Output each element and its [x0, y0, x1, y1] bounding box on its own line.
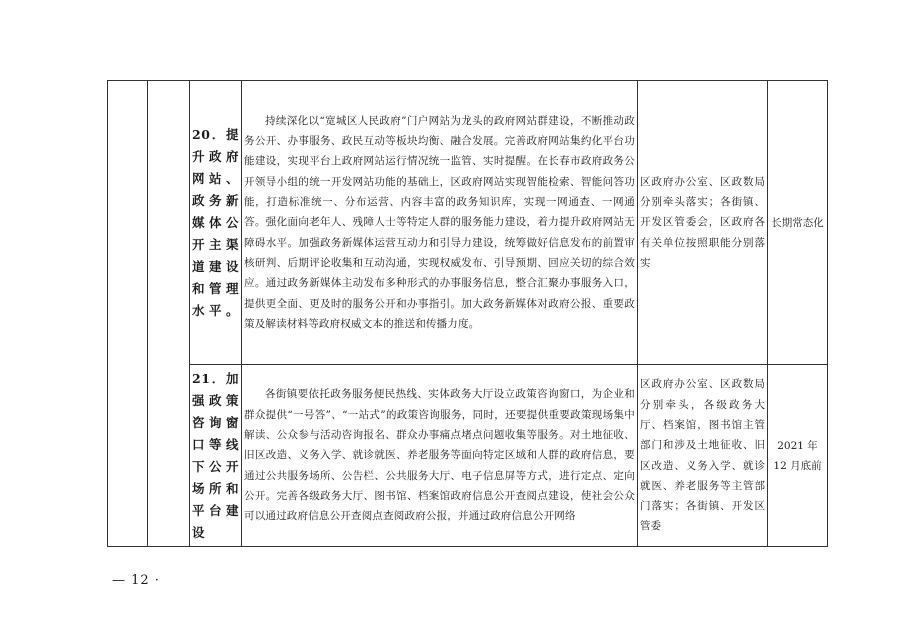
- responsible-unit-text: 区政府办公室、区政数局分别牵头，各级政务大厅、档案馆，图书馆主管部门和涉及土地征收、旧区改造、义务入学、就诊就医、养老服务等主管部门落实；各街镇、开发区管委: [640, 378, 765, 533]
- responsible-unit-text: 区政府办公室、区政数局分别牵头落实；各街镇、开发区管委会，区政府各有关单位按照职能分别落实: [640, 175, 765, 269]
- subcategory-cell-blank: [148, 81, 190, 547]
- table-row: [108, 81, 828, 365]
- task-cell: [190, 81, 242, 365]
- policy-table-container: [107, 80, 827, 546]
- page-number: — 12 ·: [112, 573, 160, 588]
- table-row: [108, 365, 828, 547]
- task-text: 21．加强政策咨询窗口等线下公开场所和平台建设: [192, 370, 239, 540]
- content-text: 各街镇要依托政务服务便民热线、实体政务大厅设立政策咨询窗口，为企业和群众提供“一号答”、“一站式”的政策咨询服务，同时，还要提供重要政策现场集中解读、公众参与活动咨询报名、群众办事痛点堵点问题收集等服务。对土地征收、旧区改造、义务入学、就诊就医、养老服务等面向特定区域和人群的政府信息，要通过公共服务场所、公告栏、公共服务大厅、电子信息屏等方式，进行定点、定向公开。完善各级政务大厅、图书馆、档案馆政府信息公开查阅点建设，使社会公众可以通过政府信息公开查阅点查阅政府公报，并通过政府信息公开网络: [244, 388, 635, 523]
- deadline-cell: [768, 81, 828, 365]
- responsible-unit-cell: [638, 365, 768, 547]
- category-cell-blank: [108, 81, 148, 547]
- deadline-text: 长期常态化: [771, 216, 824, 229]
- deadline-text: 2021 年 12 月底前: [773, 439, 822, 472]
- content-cell: [242, 81, 638, 365]
- task-cell: [190, 365, 242, 547]
- deadline-cell: [768, 365, 828, 547]
- responsible-unit-cell: [638, 81, 768, 365]
- task-text: 20．提升政府网站、政务新媒体公开主渠道建设和管理水平。: [192, 126, 239, 318]
- content-text: 持续深化以“宽城区人民政府”门户网站为龙头的政府网站群建设，不断推动政务公开、办事服务、政民互动等板块均衡、融合发展。完善政府网站集约化平台功能建设，实现平台上政府网站运行情况统一监管、实时提醒。在长春市政府政务公开领导小组的统一开发网站功能的基础上，区政府网站实现智能检索、智能问答功能，打造标准统一、分布运营、内容丰富的政务知识库，实现一网通查、一网通答。强化面向老年人、残障人士等特定人群的服务能力建设，着力提升政府网站无障碍水平。加强政务新媒体运营互动力和引导力建设，统筹做好信息发布的前置审核研判、后期评论收集和互动沟通，实现权威发布、引导预期、回应关切的综合效应。通过政务新媒体主动发布多种形式的办事服务信息，整合汇聚办事服务入口，提供更全面、更及时的服务公开和办事指引。加大政务新媒体对政府公报、重要政策及解读材料等政府权威文本的推送和传播力度。: [244, 114, 635, 330]
- content-cell: [242, 365, 638, 547]
- policy-table: [107, 80, 828, 547]
